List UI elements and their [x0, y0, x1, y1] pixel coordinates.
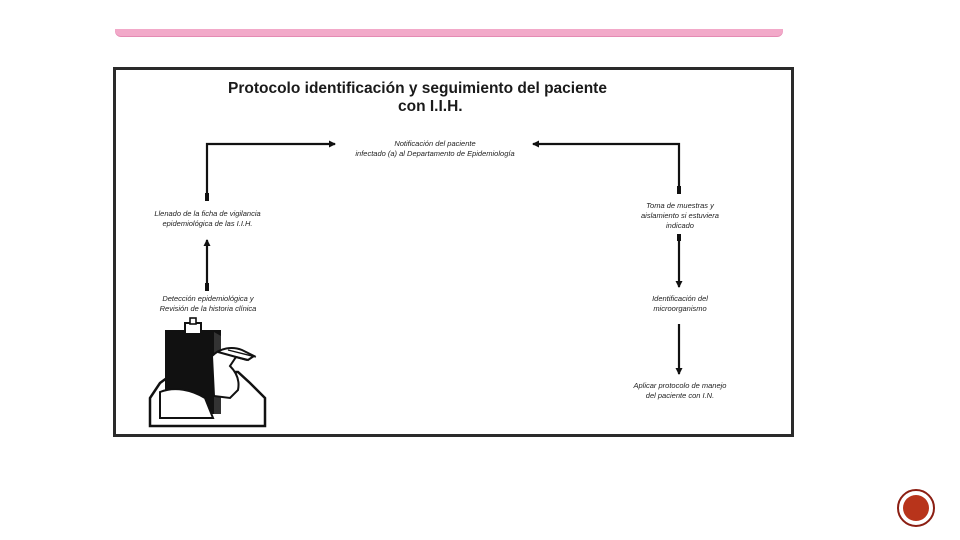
node-protocol-line1: Aplicar protocolo de manejo	[633, 381, 727, 390]
node-notification-line2: infectado (a) al Departamento de Epidemiología	[355, 149, 515, 158]
node-sampling	[610, 201, 750, 231]
page-number-badge-fill	[903, 495, 929, 521]
node-identification-line1: Identificación del	[652, 294, 708, 303]
node-notification	[315, 139, 555, 159]
node-sampling-line1: Toma de muestras y	[646, 201, 714, 210]
node-surveillance-line1: Llenado de la ficha de vigilancia	[154, 209, 261, 218]
arrow-tail-surveillance	[205, 193, 209, 201]
node-identification-line2: microorganismo	[653, 304, 707, 313]
diagram-title-line1: Protocolo identificación y seguimiento del paciente	[228, 80, 607, 97]
node-notification-line1: Notificación del paciente	[394, 139, 476, 148]
arrow-tail-detection	[205, 283, 209, 291]
node-sampling-line2: aislamiento si estuviera	[641, 211, 719, 220]
arrow-tail-sampling	[677, 186, 681, 194]
node-detection	[133, 294, 283, 314]
node-surveillance	[130, 209, 285, 229]
node-protocol	[605, 381, 755, 401]
diagram-title-line2: con I.I.H.	[398, 98, 463, 115]
node-protocol-line2: del paciente con I.N.	[645, 391, 715, 400]
clipboard-illustration	[150, 318, 265, 426]
node-detection-line1: Detección epidemiológica y	[162, 294, 254, 303]
node-identification	[615, 294, 745, 314]
node-sampling-line3: indicado	[666, 221, 694, 230]
arrow-tail-sampling-down	[677, 234, 681, 241]
node-surveillance-line2: epidemiológica de las I.I.H.	[162, 219, 253, 228]
node-detection-line2: Revisión de la historia clínica	[159, 304, 257, 313]
page-number-badge	[897, 489, 935, 527]
